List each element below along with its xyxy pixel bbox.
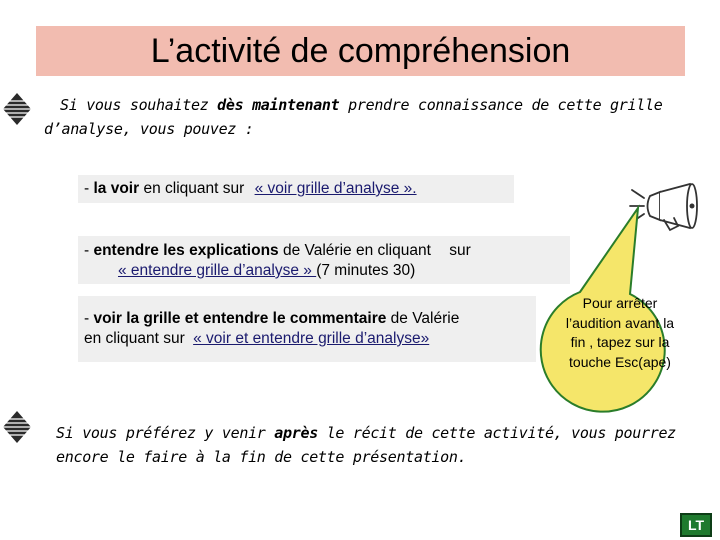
outro-text-2: le récit de cette activité, vous pourrez <box>317 424 676 442</box>
slide-title: L’activité de compréhension <box>150 31 571 70</box>
outro-line-2: encore le faire à la fin de cette présentation. <box>56 448 467 466</box>
option-view-hear-grid <box>78 296 536 362</box>
option2-bold: entendre les explications <box>93 242 279 259</box>
option1-bold: la voir <box>93 180 140 197</box>
bubble-text: Pour arrêter l’audition avant la fin , tapez sur la touche Esc(ape) <box>565 295 675 370</box>
option2-tail: sur <box>449 242 471 259</box>
intro-line-2: d’analyse, vous pouvez : <box>44 120 254 138</box>
option3-prefix: - <box>84 310 94 327</box>
link-hear-grid[interactable]: « entendre grille d’analyse » <box>118 262 317 279</box>
option3-line-2: en cliquant sur <box>84 330 190 347</box>
option-view-grid <box>78 175 514 203</box>
option3-text: de Valérie <box>386 310 460 327</box>
bullet-diamond-icon <box>2 410 32 444</box>
bullet-diamond-icon <box>2 92 32 126</box>
link-view-hear-grid[interactable]: « voir et entendre grille d’analyse» <box>193 330 430 347</box>
option1-prefix: - <box>84 180 94 197</box>
outro-paragraph <box>56 421 676 469</box>
option2-text: de Valérie en cliquant <box>278 242 431 259</box>
option3-bold: voir la grille et entendre le commentaire <box>93 310 387 327</box>
outro-text-1: Si vous préférez y venir <box>56 424 275 442</box>
option2-prefix: - <box>84 242 94 259</box>
option2-duration: (7 minutes 30) <box>316 262 416 279</box>
option1-text: en cliquant sur <box>139 180 249 197</box>
link-view-grid[interactable]: « voir grille d’analyse ». <box>254 180 417 197</box>
option-hear-grid <box>78 236 570 284</box>
outro-bold: après <box>274 424 318 442</box>
intro-text-1: Si vous souhaitez <box>60 96 218 114</box>
intro-text-2: prendre connaissance de cette grille <box>339 96 663 114</box>
intro-paragraph <box>44 93 664 141</box>
nav-lt-button[interactable]: LT <box>680 513 712 537</box>
intro-bold: dès maintenant <box>217 96 340 114</box>
slide-title-banner <box>36 26 685 76</box>
